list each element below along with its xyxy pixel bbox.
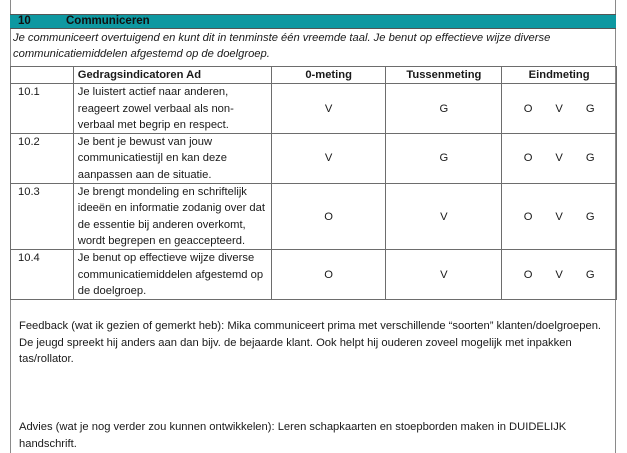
header-id — [11, 67, 74, 84]
table-row — [11, 184, 617, 250]
header-eindmeting: Eindmeting — [502, 67, 617, 84]
row-id: 10.2 — [11, 134, 74, 184]
eind-option-g[interactable]: G — [585, 210, 595, 223]
section-header — [10, 14, 616, 29]
eind-option-o[interactable]: O — [523, 152, 533, 165]
header-tussenmeting: Tussenmeting — [386, 67, 502, 84]
advies-text: Advies (wat je nog verder zou kunnen ontwikkelen): Leren schapkaarten en stoepborden maken in DUIDELIJK handschrift. — [19, 421, 567, 450]
eind-option-g[interactable]: G — [585, 268, 595, 281]
eind-option-g[interactable]: G — [585, 152, 595, 165]
row-eindmeting — [502, 84, 617, 134]
row-indicator: Je bent je bewust van jouw communicatiestijl en kan deze aanpassen aan de situatie. — [73, 134, 271, 184]
row-eindmeting — [502, 184, 617, 250]
eind-option-v[interactable]: V — [555, 152, 563, 165]
indicator-table — [10, 66, 617, 300]
table-row — [11, 84, 617, 134]
section-title: Communiceren — [66, 15, 150, 27]
row-eindmeting — [502, 134, 617, 184]
table-row — [11, 250, 617, 300]
row-indicator: Je brengt mondeling en schriftelijk ideeën en informatie zodanig over dat de essentie bij anderen overkomt, wordt begrepen en geaccepteerd. — [73, 184, 271, 250]
row-id: 10.4 — [11, 250, 74, 300]
row-tussenmeting: G — [386, 84, 502, 134]
row-nulmeting: V — [271, 134, 386, 184]
feedback-text: Feedback (wat ik gezien of gemerkt heb): Mika communiceert prima met verschillende “soorten” klanten/doelgroepen. De jeugd spreekt hij anders aan dan bijv. de bejaarde klant. Ook helpt hij ouderen zoveel mogelijk met inpakken tas/rollator. — [19, 320, 602, 365]
table-row — [11, 134, 617, 184]
eind-option-g[interactable]: G — [585, 102, 595, 115]
row-indicator: Je benut op effectieve wijze diverse communicatiemiddelen afgestemd op de doelgroep. — [73, 250, 271, 300]
row-nulmeting: V — [271, 84, 386, 134]
header-indicator: Gedragsindicatoren Ad — [73, 67, 271, 84]
eind-option-v[interactable]: V — [555, 268, 563, 281]
table-header-row — [11, 67, 617, 84]
section-number: 10 — [18, 15, 31, 27]
eind-option-v[interactable]: V — [555, 102, 563, 115]
row-nulmeting: O — [271, 184, 386, 250]
row-tussenmeting: V — [386, 184, 502, 250]
header-nulmeting: 0-meting — [271, 67, 386, 84]
section-description: Je communiceert overtuigend en kunt dit in tenminste één vreemde taal. Je benut op effectieve wijze diverse communicatiemiddelen afgestemd op de doelgroep. — [13, 32, 551, 60]
row-id: 10.3 — [11, 184, 74, 250]
eind-option-v[interactable]: V — [555, 210, 563, 223]
row-indicator: Je luistert actief naar anderen, reageert zowel verbaal als non-verbaal met begrip en respect. — [73, 84, 271, 134]
row-eindmeting — [502, 250, 617, 300]
row-tussenmeting: G — [386, 134, 502, 184]
row-id: 10.1 — [11, 84, 74, 134]
eind-option-o[interactable]: O — [523, 102, 533, 115]
eind-option-o[interactable]: O — [523, 210, 533, 223]
row-tussenmeting: V — [386, 250, 502, 300]
row-nulmeting: O — [271, 250, 386, 300]
eind-option-o[interactable]: O — [523, 268, 533, 281]
